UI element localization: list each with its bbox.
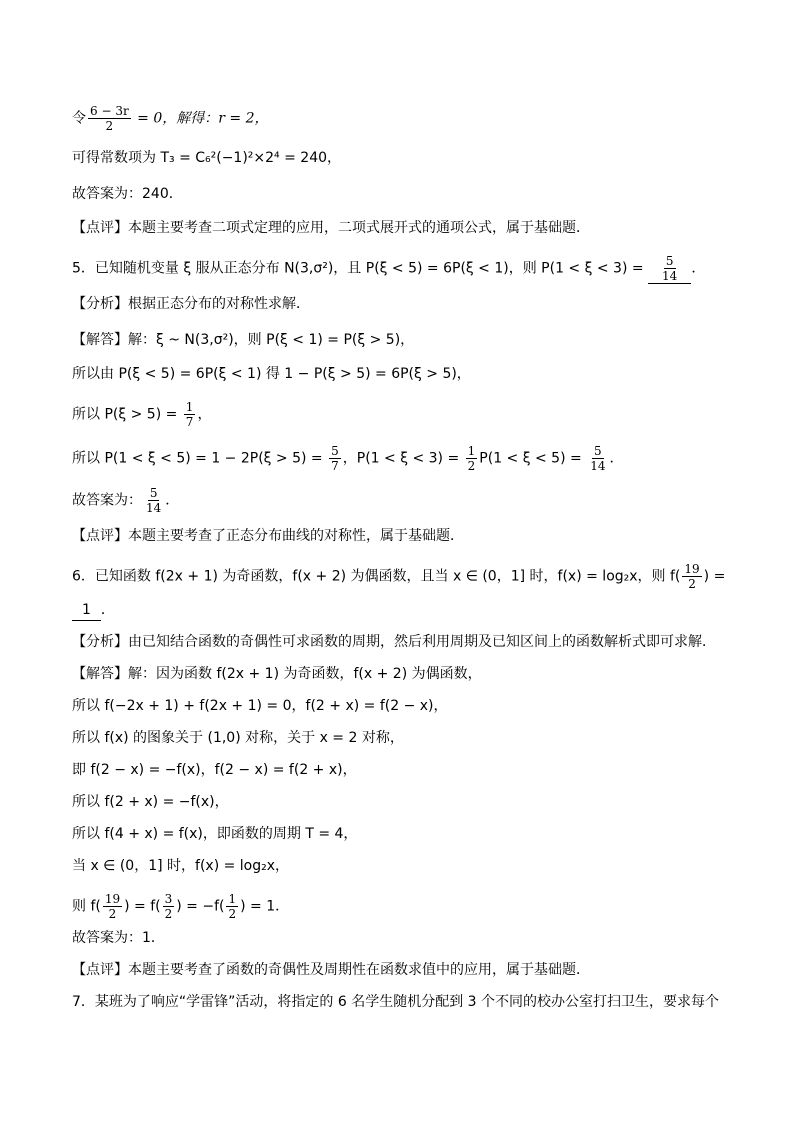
comment-line: 【点评】本题主要考查二项式定理的应用，二项式展开式的通项公式，属于基础题．: [72, 220, 590, 236]
solution-line: 所以 P(ξ > 5) = $\frac{1}{7}$ ，: [72, 400, 212, 429]
comment-line: 【点评】本题主要考查了函数的奇偶性及周期性在函数求值中的应用，属于基础题．: [72, 962, 590, 978]
answer-blank: $\frac{5}{14}$: [648, 254, 691, 284]
analysis-tag: 【分析】: [72, 634, 128, 650]
answer-blank: 1: [72, 600, 101, 621]
comment-tag: 【点评】: [72, 962, 128, 978]
solution-line-set-exponent: 令 $\frac{6 - 3r}{2}$ = 0，解得：r = 2，: [72, 104, 269, 133]
comment-tag: 【点评】: [72, 220, 128, 236]
solution-line-constant-term: 可得常数项为 T₃ = C₆²(−1)²×2⁴ = 240，: [72, 150, 342, 166]
solution-line: 所以由 P(ξ < 5) = 6P(ξ < 1) 得 1 − P(ξ > 5) = 6P(ξ > 5)，: [72, 366, 471, 382]
solution-line: 当 x ∈ (0，1] 时，f(x) = log₂x，: [72, 858, 290, 874]
answer-line: 故答案为：240．: [72, 186, 183, 202]
comment-tag: 【点评】: [72, 528, 128, 544]
solution-line: 所以 f(−2x + 1) + f(2x + 1) = 0，f(2 + x) = f(2 − x)，: [72, 698, 448, 714]
solution-line: 则 f( $\frac{19}{2}$ ) = f( $\frac{3}{2}$ ) = −f( $\frac{1}{2}$ ) = 1．: [72, 892, 290, 921]
answer-blank-line: 1 ．: [72, 600, 115, 621]
analysis-tag: 【分析】: [72, 296, 128, 312]
solution-line: 【解答】解：ξ ~ N(3,σ²)，则 P(ξ < 1) = P(ξ > 5)，: [72, 332, 415, 348]
solution-line: 所以 P(1 < ξ < 5) = 1 − 2P(ξ > 5) = $\frac{5}{7}$ ，P(1 < ξ < 3) = $\frac{1}{2}$ P(1 < ξ < 5) = $\frac{5}{14}$ ．: [72, 444, 624, 473]
question-5: 5．已知随机变量 ξ 服从正态分布 N(3,σ²)，且 P(ξ < 5) = 6P(ξ < 1)，则 P(1 < ξ < 3) = $\frac{5}{14}$ ．: [72, 254, 706, 283]
solution-line: 所以 f(2 + x) = −f(x)，: [72, 794, 229, 810]
solution-tag: 【解答】: [72, 332, 128, 348]
comment-line: 【点评】本题主要考查了正态分布曲线的对称性，属于基础题．: [72, 528, 464, 544]
question-6: 6．已知函数 f(2x + 1) 为奇函数，f(x + 2) 为偶函数，且当 x ∈ (0，1] 时，f(x) = log₂x，则 f( $\frac{19}{2}$ ) =: [72, 562, 726, 591]
fraction: $\frac{6 - 3r}{2}$: [90, 104, 129, 133]
solution-line: 【解答】解：因为函数 f(2x + 1) 为奇函数，f(x + 2) 为偶函数，: [72, 666, 482, 682]
solution-line: 所以 f(x) 的图象关于 (1,0) 对称，关于 x = 2 对称，: [72, 730, 404, 746]
solution-line: 所以 f(4 + x) = f(x)，即函数的周期 T = 4，: [72, 826, 358, 842]
solution-line: 即 f(2 − x) = −f(x)，f(2 − x) = f(2 + x)，: [72, 762, 357, 778]
answer-line: 故答案为：1．: [72, 930, 165, 946]
answer-line: 故答案为： $\frac{5}{14}$ ．: [72, 486, 180, 515]
question-7: 7．某班为了响应“学雷锋”活动，将指定的 6 名学生随机分配到 3 个不同的校办公室打扫卫生，要求每个: [72, 994, 720, 1010]
analysis-line: 【分析】由已知结合函数的奇偶性可求函数的周期，然后利用周期及已知区间上的函数解析式即可求解．: [72, 634, 716, 650]
solution-tag: 【解答】: [72, 666, 128, 682]
analysis-line: 【分析】根据正态分布的对称性求解．: [72, 296, 310, 312]
